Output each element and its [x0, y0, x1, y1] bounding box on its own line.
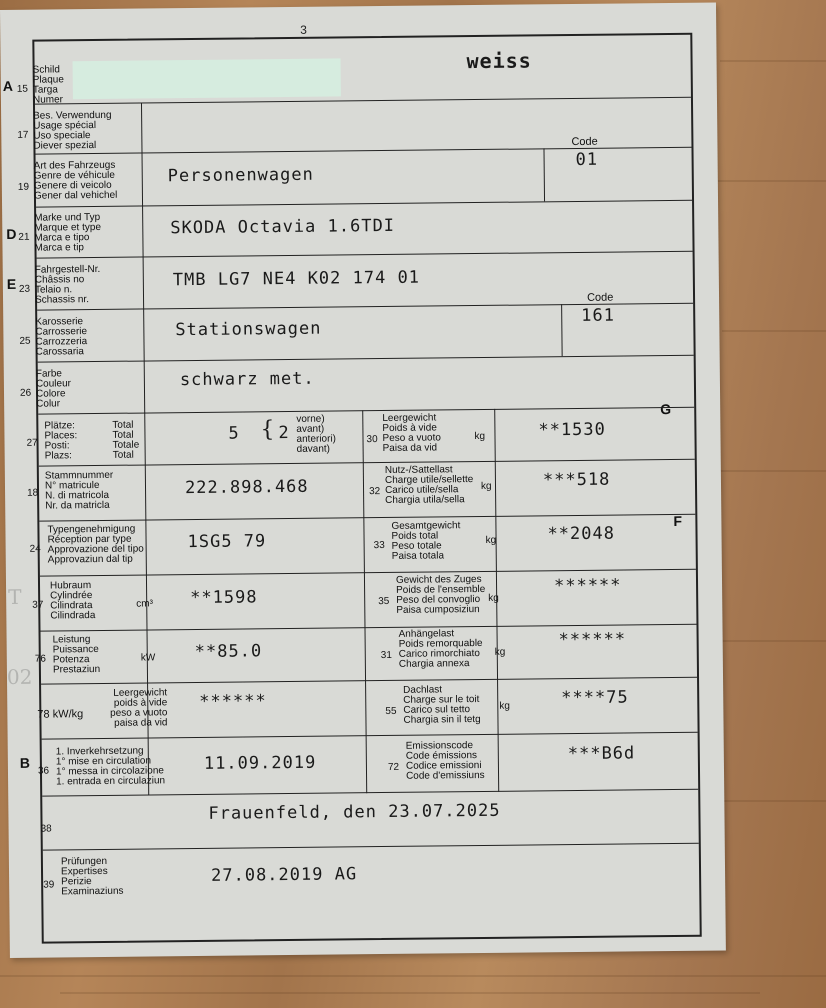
base-number-value: 222.898.468 — [184, 476, 309, 499]
field-number: 25 — [19, 335, 31, 347]
field-76-label: Leistung Puissance Potenza Prestaziun — [52, 634, 101, 676]
field-number: 72 — [387, 761, 400, 773]
make-type-value: SKODA Octavia 1.6TDI — [170, 215, 396, 239]
field-number: 18 — [27, 487, 39, 499]
field-19-label: Art des Fahrzeugs Genre de véhicule Genere di veicolo Gener dal vehichel — [33, 159, 118, 202]
side-letter-a: A — [2, 77, 14, 94]
field-number: 21 — [18, 231, 30, 243]
field-23-label: Fahrgestell-Nr. Châssis no Telaio n. Schassis nr. — [34, 263, 101, 306]
field-21-label: Marke und Typ Marque et type Marca e tipo Marca e tip — [34, 211, 102, 254]
first-registration-value: 11.09.2019 — [203, 752, 317, 774]
unit-label: cm³ — [136, 598, 153, 610]
field-33-label: Gesamtgewicht Poids total Peso totale Paisa totala — [391, 520, 461, 562]
unit-label: kg — [474, 430, 486, 443]
side-letter-d: D — [6, 225, 17, 242]
seats-front-value: 2 — [278, 422, 290, 444]
field-number: 55 — [385, 705, 397, 718]
unit-label: kg — [485, 534, 497, 546]
field-15-label: Schild Plaque Targa Numer — [32, 64, 64, 106]
chassis-number-value: TMB LG7 NE4 K02 174 01 — [172, 267, 421, 291]
power-value: **85.0 — [194, 641, 263, 662]
combination-weight-value: ****** — [553, 575, 622, 597]
field-24-label: Typengenehmigung Réception par type Approvazione del tipo Approvaziun dal tip — [47, 523, 144, 566]
body-type-code: 161 — [581, 305, 616, 326]
field-number: 23 — [18, 283, 31, 295]
field-30-label: Leergewicht Poids à vide Peso a vuoto Paisa da vid — [382, 412, 441, 455]
field-17-label: Bes. Verwendung Usage spécial Uso speciale Diever spezial — [33, 109, 112, 152]
seats-front-label: vorne) avant) anteriori) davant) — [296, 413, 337, 455]
code-label: Code — [571, 135, 598, 149]
plate-color-value: weiss — [466, 48, 532, 74]
field-72-label: Emissionscode Code émissions Codice emissioni Code d'emissiuns — [405, 740, 485, 782]
inspection-value: 27.08.2019 AG — [210, 864, 358, 886]
field-26-label: Farbe Couleur Colore Colur — [35, 368, 72, 410]
field-number: 19 — [17, 181, 30, 193]
field-number: 31 — [380, 649, 392, 662]
field-number: 39 — [43, 879, 55, 891]
faint-stamp-mark: T — [8, 584, 22, 609]
field-37-label: Hubraum Cylindrée Cilindrata Cilindrada — [49, 580, 96, 622]
field-number: 33 — [373, 540, 385, 552]
field-18-label: Stammnummer N° matricule N. di matricola Nr. da matricla — [44, 469, 114, 512]
side-letter-e: E — [6, 275, 17, 292]
field-25-label: Karosserie Carrosserie Carrozzeria Carossaria — [35, 316, 88, 358]
towing-load-value: ****** — [558, 629, 627, 651]
empty-weight-value: **1530 — [538, 419, 606, 441]
field-number: 76 — [34, 653, 46, 665]
field-number: 38 — [40, 823, 52, 835]
vehicle-kind-code: 01 — [575, 149, 599, 170]
unit-label: kg — [494, 646, 506, 658]
unit-label: kg — [480, 480, 492, 492]
field-35-label: Gewicht des Zuges Poids de l'ensemble Peso del convoglio Paisa cumposiziun — [395, 573, 486, 616]
field-number: 36 — [37, 765, 50, 777]
side-letter-g: G — [660, 400, 672, 418]
field-number: 35 — [378, 595, 390, 608]
side-letter-b: B — [19, 754, 31, 771]
seats-total-value: 5 — [228, 423, 240, 444]
field-27-label: Plätze: Places: Posti: Plazs: — [44, 420, 78, 462]
field-78-prefix: 78 kW/kg — [37, 708, 84, 721]
field-number: 24 — [29, 543, 41, 555]
field-39-label: Prüfungen Expertises Perizie Examinaziuns — [60, 855, 124, 898]
field-number: 30 — [366, 434, 378, 446]
roof-load-value: ****75 — [561, 687, 629, 709]
field-78-label: Leergewicht poids à vide peso a vuoto paisa da vid — [110, 687, 168, 729]
page-number: 3 — [300, 22, 307, 37]
field-number: 37 — [32, 599, 44, 611]
unit-label: kW — [140, 652, 156, 664]
unit-label: kg — [488, 592, 499, 604]
field-number: 17 — [17, 129, 29, 141]
form-grid — [16, 33, 701, 944]
field-number: 27 — [26, 437, 38, 449]
field-number: 32 — [369, 486, 381, 498]
field-31-label: Anhängelast Poids remorquable Carico rimorchiato Chargia annexa — [398, 628, 483, 670]
side-letter-f: F — [673, 512, 683, 529]
code-label: Code — [586, 291, 614, 304]
field-number: 15 — [16, 83, 29, 95]
field-32-label: Nutz-/Sattellast Charge utile/sellette Carico utile/sella Chargia utila/sella — [384, 464, 474, 506]
gross-weight-value: **2048 — [547, 523, 616, 545]
redacted-plate-number — [73, 58, 341, 99]
field-55-label: Dachlast Charge sur le toit Carico sul tetto Chargia sin il tetg — [403, 684, 481, 726]
payload-value: ***518 — [542, 469, 611, 491]
vehicle-registration-document — [0, 3, 726, 958]
field-number: 26 — [19, 387, 32, 399]
issue-place-date-value: Frauenfeld, den 23.07.2025 — [208, 800, 501, 824]
body-type-value: Stationswagen — [175, 318, 322, 341]
type-approval-value: 1SG5 79 — [187, 531, 267, 553]
field-27-total-label: Total Total Totale Total — [112, 419, 140, 461]
color-value: schwarz met. — [179, 368, 315, 391]
vehicle-kind-value: Personenwagen — [167, 164, 314, 187]
faint-stamp-mark: 02 — [6, 664, 33, 689]
field-36-label: 1. Inverkehrsetzung 1° mise en circulation 1° messa in circolazione 1. entrada en circulaziun — [55, 745, 166, 788]
emission-code-value: ***B6d — [567, 743, 636, 765]
brace-glyph: { — [260, 417, 276, 443]
displacement-value: **1598 — [190, 587, 258, 609]
unit-label: kg — [499, 700, 510, 712]
power-weight-ratio-value: ****** — [199, 691, 267, 712]
